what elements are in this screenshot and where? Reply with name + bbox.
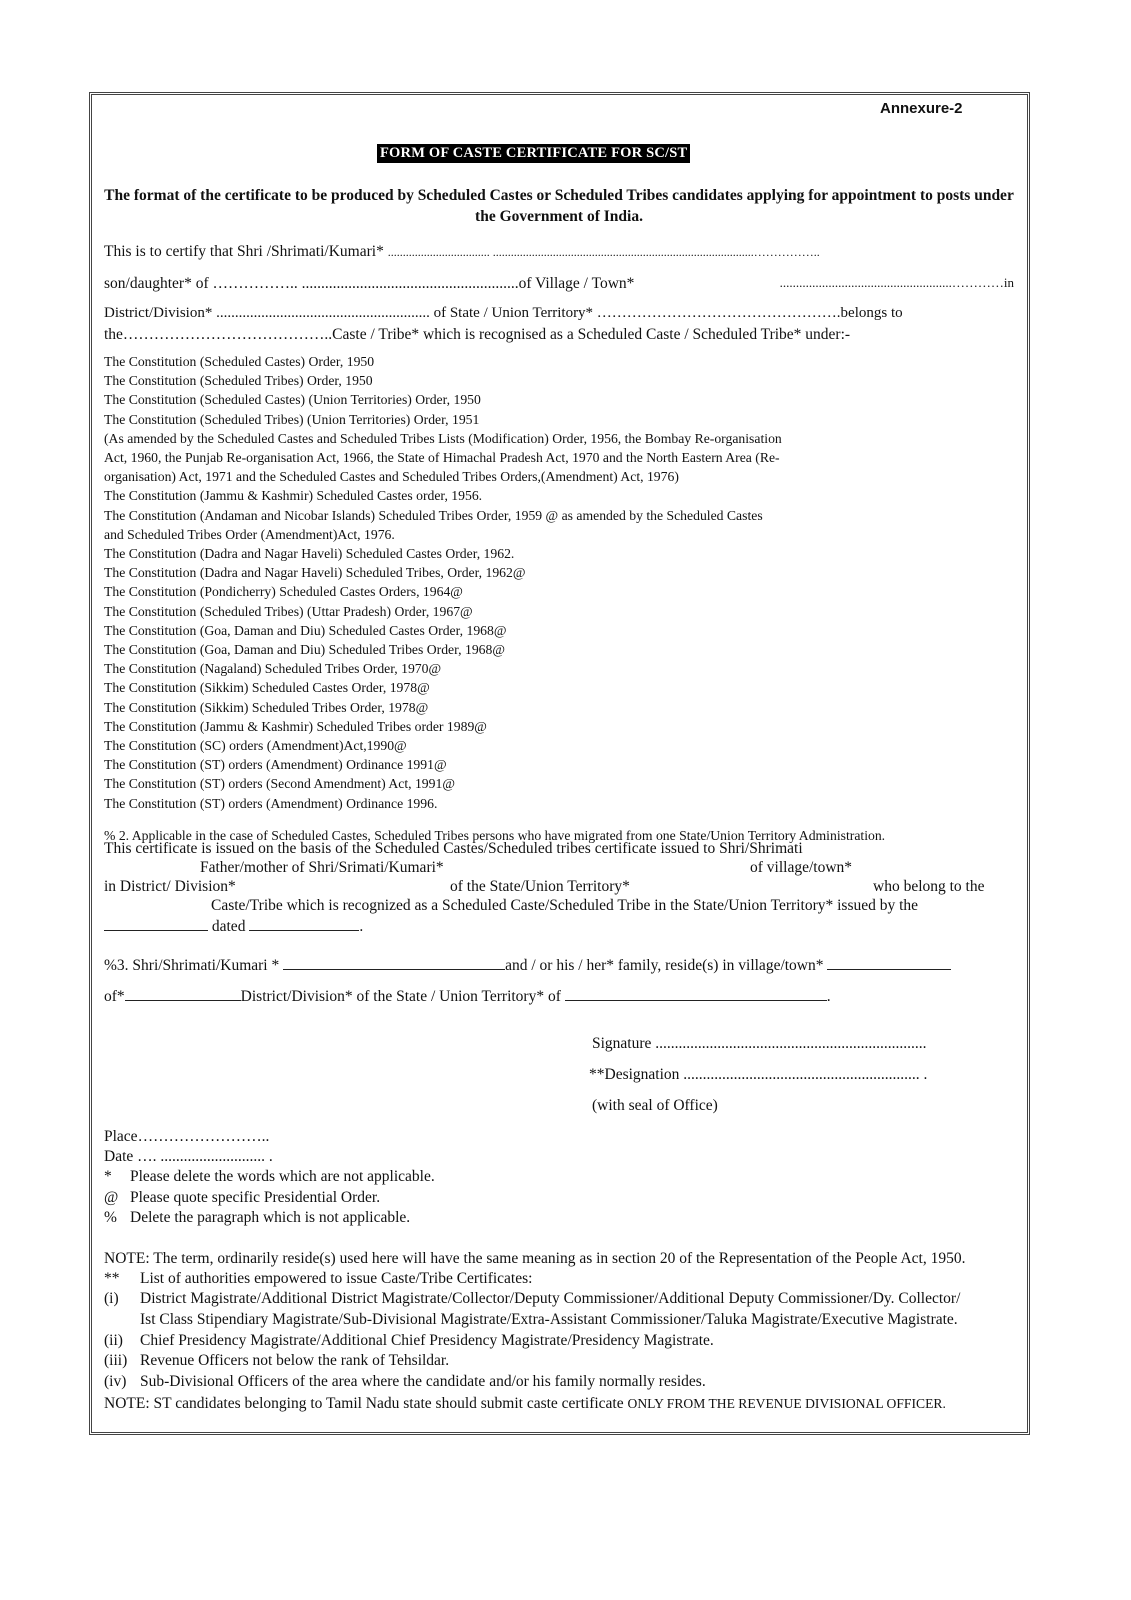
para2-caste-tribe: Caste/Tribe which is recognized as a Scheduled Caste/Scheduled Tribe in the State/Union Territory* issued by the — [211, 897, 919, 914]
intro-text: The format of the certificate to be produced by Scheduled Castes or Scheduled Tribes candidates applying for appointment to posts under the Government of India. — [104, 187, 1014, 225]
order-item: The Constitution (Goa, Daman and Diu) Scheduled Castes Order, 1968@ — [104, 622, 507, 638]
order-item: The Constitution (ST) orders (Amendment) Ordinance 1991@ — [104, 757, 447, 773]
footnote-text: Please quote specific Presidential Order. — [130, 1188, 381, 1206]
para2-dated-label: dated — [211, 918, 246, 935]
para3-line-1 — [104, 955, 951, 975]
dated-blank — [249, 916, 359, 931]
para3-name-label: %3. Shri/Shrimati/Kumari * — [104, 957, 280, 974]
certify-line-4: the…………………………………..Caste / Tribe* which is recognised as a Scheduled Caste / Scheduled Tribe* under:- — [104, 326, 851, 343]
seal-line: (with seal of Office) — [592, 1097, 718, 1114]
para2-who-belong: who belong to the — [873, 878, 985, 895]
para3-of-label: of* — [104, 988, 125, 1005]
authority-text: Sub-Divisional Officers of the area where the candidate and/or his family normally resides. — [140, 1373, 706, 1391]
order-item: and Scheduled Tribes Order (Amendment)Act, 1976. — [104, 526, 395, 542]
footnote-row — [104, 1168, 435, 1189]
footnote-symbol: @ — [104, 1188, 119, 1206]
certify-village-blank: .....................................................…………in — [779, 275, 1014, 290]
authority-item — [104, 1352, 960, 1373]
para2-village-town: of village/town* — [750, 859, 853, 876]
certify-name-blank: .................................. .......................................................................................…………….. — [387, 245, 820, 259]
para3-village-blank — [827, 955, 951, 970]
order-item: (As amended by the Scheduled Castes and Scheduled Tribes Lists (Modification) Order, 1956, the Bombay Re-organisation — [104, 430, 782, 446]
order-item: The Constitution (ST) orders (Second Amendment) Act, 1991@ — [104, 776, 455, 792]
para3-name-blank — [283, 955, 505, 970]
para2-line-1: This certificate is issued on the basis of the Scheduled Castes/Scheduled tribes certificate issued to Shri/Shrimati — [104, 840, 803, 857]
authority-number: (i) — [104, 1290, 119, 1307]
certify-line-3: District/Division* ......................................................... of State / Union Territory* ………………………………………….belongs to — [104, 305, 903, 321]
authority-item — [104, 1311, 960, 1332]
order-item: The Constitution (Dadra and Nagar Haveli) Scheduled Tribes, Order, 1962@ — [104, 565, 526, 581]
signature-line: Signature ...................................................................... — [592, 1035, 927, 1052]
para3-family-label: and / or his / her* family, reside(s) in village/town* — [505, 957, 824, 974]
order-item: The Constitution (SC) orders (Amendment)Act,1990@ — [104, 738, 407, 754]
footnote-marks — [104, 1168, 435, 1230]
note2-emphasis: ONLY FROM THE REVENUE DIVISIONAL OFFICER. — [627, 1396, 946, 1411]
order-item: Act, 1960, the Punjab Re-organisation Act, 1966, the State of Himachal Pradesh Act, 1970 and the North Eastern Area (Re- — [104, 450, 780, 466]
order-item: The Constitution (Sikkim) Scheduled Castes Order, 1978@ — [104, 680, 430, 696]
note-tamil-nadu — [104, 1395, 946, 1413]
order-item: The Constitution (Dadra and Nagar Haveli) Scheduled Castes Order, 1962. — [104, 546, 515, 562]
footnote-text: Please delete the words which are not applicable. — [130, 1168, 435, 1185]
footnote-symbol: % — [104, 1209, 117, 1226]
authority-number: (iv) — [104, 1373, 127, 1391]
authority-item — [104, 1290, 960, 1311]
certify-parent-village: son/daughter* of …………….. ........................................................of Village / Town* — [104, 275, 635, 292]
order-item: The Constitution (Goa, Daman and Diu) Scheduled Tribes Order, 1968@ — [104, 642, 505, 658]
authorities-heading — [104, 1270, 532, 1288]
certify-line-1 — [104, 243, 820, 261]
authority-text: District Magistrate/Additional District Magistrate/Collector/Deputy Commissioner/Additional Deputy Commissioner/Dy. Collector/ — [140, 1290, 961, 1307]
authority-text: Revenue Officers not below the rank of Tehsildar. — [140, 1352, 450, 1370]
orders-list — [104, 352, 864, 813]
authority-text: Chief Presidency Magistrate/Additional Chief Presidency Magistrate/Presidency Magistrate. — [140, 1331, 714, 1349]
certify-line-2 — [104, 275, 1014, 293]
para3-district-label: District/Division* of the State / Union Territory* of — [240, 988, 561, 1005]
authority-text: Ist Class Stipendiary Magistrate/Sub-Divisional Magistrate/Extra-Assistant Commissioner/Taluka Magistrate/Executive Magistrate. — [140, 1310, 958, 1328]
footnote-symbol: * — [104, 1168, 112, 1185]
authority-item — [104, 1332, 960, 1353]
para3-state-blank — [565, 986, 827, 1001]
order-item: The Constitution (Scheduled Tribes) (Union Territories) Order, 1951 — [104, 411, 480, 427]
order-item: The Constitution (Andaman and Nicobar Islands) Scheduled Tribes Order, 1959 @ as amended by the Scheduled Castes — [104, 507, 763, 523]
designation-line: **Designation ............................................................. . — [589, 1066, 928, 1083]
order-item: organisation) Act, 1971 and the Scheduled Castes and Scheduled Tribes Orders,(Amendment) Act, 1976) — [104, 469, 679, 485]
order-item: The Constitution (Scheduled Tribes) Order, 1950 — [104, 373, 373, 389]
authority-item — [104, 1373, 960, 1394]
footnote-row — [104, 1189, 435, 1210]
authorities-list — [104, 1290, 960, 1394]
authority-number: (ii) — [104, 1331, 123, 1349]
para3-district-blank — [125, 986, 241, 1001]
para2-father-mother: Father/mother of Shri/Srimati/Kumari* — [200, 859, 444, 876]
note-ordinarily-reside: NOTE: The term, ordinarily reside(s) used here will have the same meaning as in section 20 of the Representation of the People Act, 1950. — [104, 1250, 966, 1267]
annexure-label: Annexure-2 — [880, 100, 963, 117]
note2-text: NOTE: ST candidates belonging to Tamil Nadu state should submit caste certificate — [104, 1395, 624, 1412]
para3-end: . — [826, 988, 831, 1005]
authorities-symbol: ** — [104, 1270, 120, 1287]
para2-state: of the State/Union Territory* — [450, 878, 630, 895]
order-item: The Constitution (Nagaland) Scheduled Tribes Order, 1970@ — [104, 661, 442, 677]
certify-name-label: This is to certify that Shri /Shrimati/Kumari* — [104, 243, 384, 260]
authority-number: (iii) — [104, 1352, 128, 1370]
order-item: The Constitution (ST) orders (Amendment) Ordinance 1996. — [104, 795, 438, 811]
para2-district: in District/ Division* — [104, 878, 236, 895]
issuer-blank — [104, 916, 208, 931]
authorities-title: List of authorities empowered to issue Caste/Tribe Certificates: — [140, 1270, 533, 1287]
para2-dated-line: dated . — [104, 916, 363, 936]
footnote-row — [104, 1209, 435, 1230]
place-line: Place…………………….. — [104, 1128, 270, 1145]
date-line: Date …. ........................... . — [104, 1148, 273, 1165]
para3-line-2 — [104, 986, 831, 1006]
footnote-text: Delete the paragraph which is not applicable. — [130, 1209, 411, 1226]
order-item: The Constitution (Jammu & Kashmir) Scheduled Tribes order 1989@ — [104, 718, 487, 734]
order-item: The Constitution (Scheduled Castes) Order, 1950 — [104, 354, 375, 369]
order-item: The Constitution (Scheduled Castes) (Union Territories) Order, 1950 — [104, 392, 481, 408]
form-title: FORM OF CASTE CERTIFICATE FOR SC/ST — [377, 144, 690, 163]
order-item: The Constitution (Sikkim) Scheduled Tribes Order, 1978@ — [104, 699, 429, 715]
order-item: The Constitution (Jammu & Kashmir) Scheduled Castes order, 1956. — [104, 488, 483, 504]
order-item: The Constitution (Pondicherry) Scheduled Castes Orders, 1964@ — [104, 584, 463, 600]
order-item: The Constitution (Scheduled Tribes) (Uttar Pradesh) Order, 1967@ — [104, 603, 473, 619]
para2-heading: % 2. Applicable in the case of Scheduled Castes, Scheduled Tribes persons who have migrated from one State/Union Territory Administration. — [104, 828, 886, 843]
